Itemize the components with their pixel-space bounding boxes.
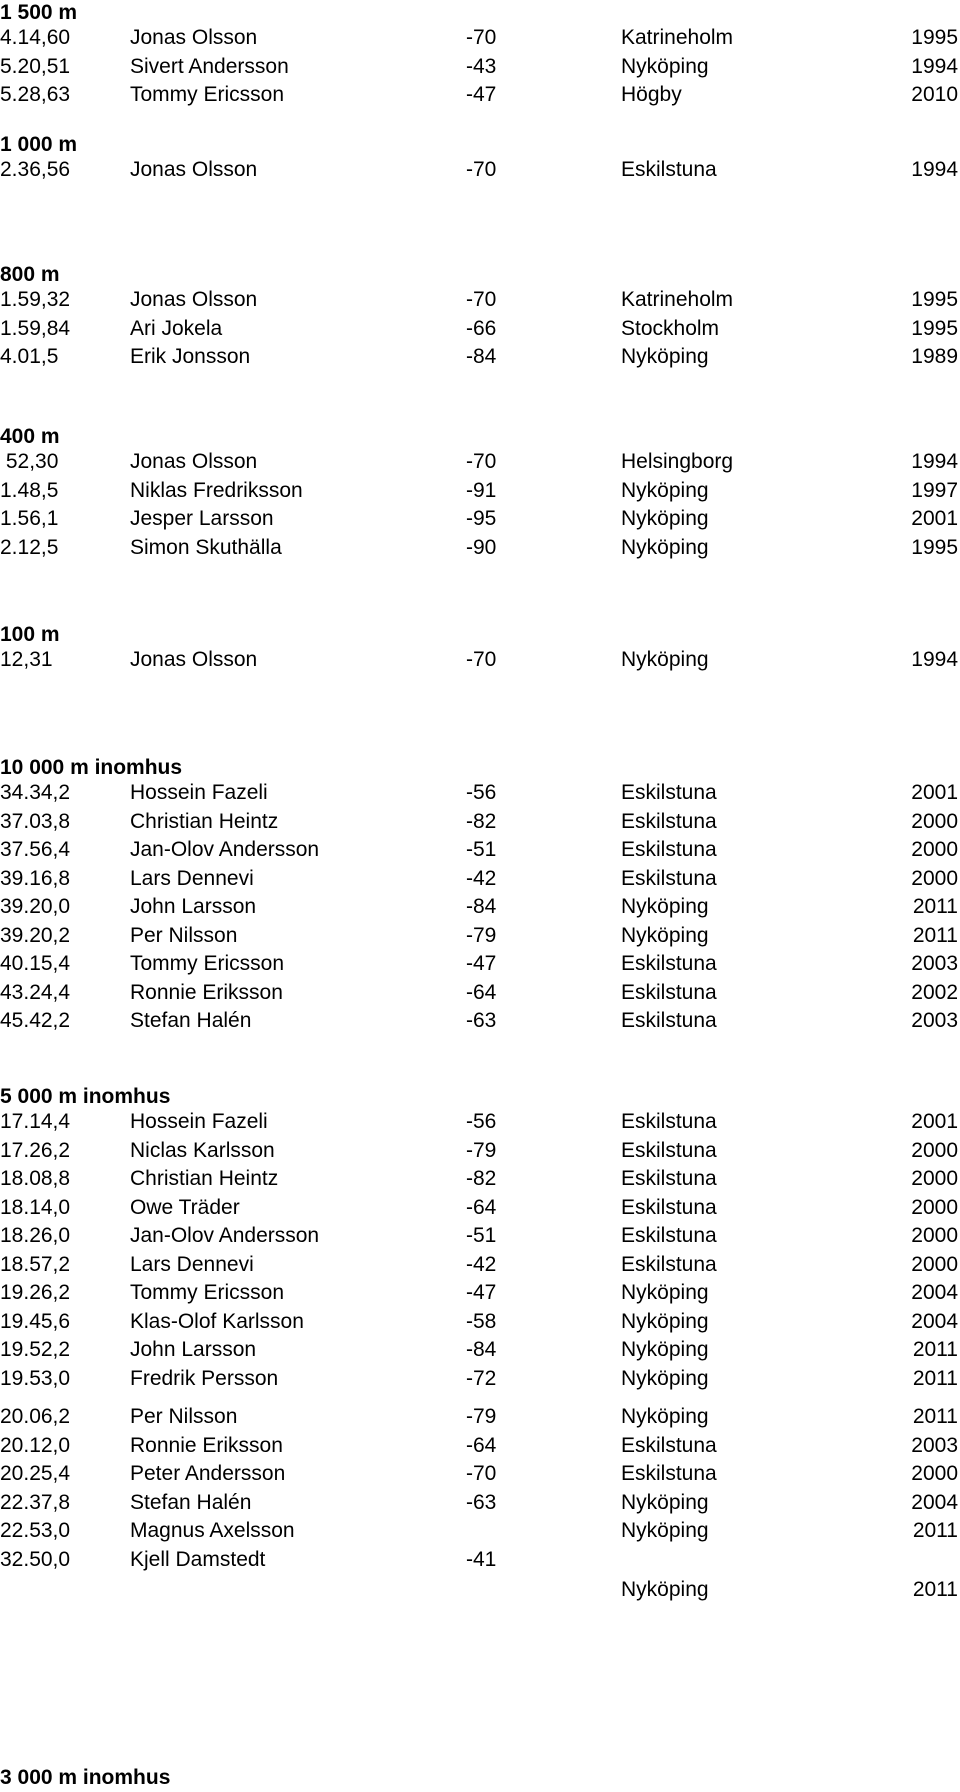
record-year: 2000: [911, 1462, 958, 1485]
record-year: 2001: [911, 507, 958, 530]
record-row: [0, 156, 960, 184]
record-year: 1994: [911, 648, 958, 671]
athlete-name: Lars Dennevi: [130, 1252, 254, 1276]
athlete-name: Ronnie Eriksson: [130, 980, 283, 1004]
venue: Eskilstuna: [621, 158, 717, 181]
venue: Nyköping: [621, 1405, 709, 1428]
record-row: [0, 81, 960, 109]
birth-year: -90: [466, 535, 497, 559]
record-year: 1994: [911, 158, 958, 181]
record-time: 34.34,2: [0, 781, 71, 804]
section-heading: 5 000 m inomhus: [0, 1085, 171, 1108]
record-row: [0, 343, 960, 371]
record-time: 32.50,0: [0, 1547, 71, 1571]
record-year: 2011: [912, 895, 958, 918]
record-row: [0, 1365, 960, 1393]
record-row: [0, 1489, 960, 1517]
record-time: 20.25,4: [0, 1462, 71, 1485]
athlete-name: Tommy Ericsson: [130, 952, 285, 975]
record-year: 2011: [912, 1519, 958, 1542]
record-year: 2011: [912, 1338, 958, 1361]
record-time: 45.42,2: [0, 1009, 71, 1032]
birth-year: -82: [466, 809, 497, 833]
record-year: 2000: [911, 1224, 958, 1247]
athlete-name: Fredrik Persson: [130, 1366, 279, 1390]
athlete-name: John Larsson: [130, 1338, 257, 1361]
record-time: 2.36,56: [0, 158, 71, 181]
venue: Eskilstuna: [621, 1167, 717, 1190]
record-year: 2000: [911, 1138, 958, 1162]
section-heading: 800 m: [0, 263, 60, 286]
record-row: [0, 1165, 960, 1193]
record-row: [0, 53, 960, 81]
record-time: 19.52,2: [0, 1338, 71, 1361]
athlete-name: Per Nilsson: [130, 1405, 238, 1428]
record-time: 5.28,63: [0, 83, 71, 106]
record-year: 2010: [911, 83, 958, 106]
venue: Nyköping: [621, 345, 709, 368]
athlete-name: Jonas Olsson: [130, 26, 258, 49]
record-year: 2011: [912, 1577, 958, 1601]
venue: Högby: [621, 83, 682, 106]
record-time: 1.56,1: [0, 507, 59, 530]
record-row: [0, 534, 960, 562]
athlete-name: Simon Skuthälla: [130, 535, 282, 559]
venue: Katrineholm: [621, 26, 734, 49]
record-row: [0, 865, 960, 893]
record-year: 2001: [911, 1110, 958, 1133]
athlete-name: Ronnie Eriksson: [130, 1433, 283, 1457]
birth-year: -64: [466, 1195, 497, 1219]
record-year: 1997: [911, 478, 958, 502]
record-time: 1.59,84: [0, 316, 71, 340]
venue: Eskilstuna: [621, 781, 717, 804]
venue: Eskilstuna: [621, 838, 717, 861]
record-time: 37.03,8: [0, 809, 71, 833]
venue: Eskilstuna: [621, 866, 717, 890]
record-year: 2000: [911, 1167, 958, 1190]
athlete-name: Jesper Larsson: [130, 507, 274, 530]
birth-year: -63: [466, 1490, 497, 1514]
record-time: 39.20,2: [0, 923, 71, 947]
venue: Eskilstuna: [621, 809, 717, 833]
venue: Nyköping: [621, 923, 709, 947]
athlete-name: Erik Jonsson: [130, 345, 251, 368]
record-row: [0, 1460, 960, 1488]
birth-year: -56: [466, 1110, 497, 1133]
venue: Eskilstuna: [621, 1462, 717, 1485]
birth-year: -82: [466, 1167, 497, 1190]
birth-year: -63: [466, 1009, 497, 1032]
record-year: 2000: [911, 866, 958, 890]
record-time: 4.01,5: [0, 345, 59, 368]
record-time: 5.20,51: [0, 54, 71, 78]
record-row: [0, 477, 960, 505]
record-row: [0, 893, 960, 921]
athlete-name: John Larsson: [130, 895, 257, 918]
venue: Nyköping: [621, 535, 709, 559]
birth-year: -70: [466, 648, 497, 671]
record-row: [0, 1517, 960, 1545]
record-row: [0, 979, 960, 1007]
birth-year: -47: [466, 1281, 497, 1304]
athlete-name: Tommy Ericsson: [130, 1281, 285, 1304]
birth-year: -79: [466, 1405, 497, 1428]
record-time: 18.26,0: [0, 1224, 71, 1247]
record-year: 2003: [911, 952, 958, 975]
record-row: [0, 922, 960, 950]
record-time: 17.26,2: [0, 1138, 71, 1162]
record-time: 20.06,2: [0, 1405, 71, 1428]
record-row: [0, 286, 960, 314]
venue: Nyköping: [621, 1366, 709, 1390]
record-year: 1995: [911, 288, 958, 311]
venue: Eskilstuna: [621, 1009, 717, 1032]
athlete-name: Hossein Fazeli: [130, 1110, 268, 1133]
record-year: 1989: [911, 345, 958, 368]
birth-year: -70: [466, 26, 497, 49]
venue: Katrineholm: [621, 288, 734, 311]
record-row: [0, 1308, 960, 1336]
athlete-name: Christian Heintz: [130, 1167, 279, 1190]
section-heading: 1 000 m: [0, 133, 78, 156]
birth-year: -51: [466, 838, 497, 861]
birth-year: -42: [466, 866, 497, 890]
record-time: 4.14,60: [0, 26, 71, 49]
record-year: 1995: [911, 316, 958, 340]
record-row: [0, 808, 960, 836]
record-time: 19.26,2: [0, 1281, 71, 1304]
record-row: [0, 1251, 960, 1279]
venue: Nyköping: [621, 54, 709, 78]
athlete-name: Jan-Olov Andersson: [130, 1224, 320, 1247]
athlete-name: Per Nilsson: [130, 923, 238, 947]
record-row: [0, 1336, 960, 1364]
birth-year: -66: [466, 316, 497, 340]
athlete-name: Niclas Karlsson: [130, 1138, 275, 1162]
venue: Nyköping: [621, 895, 709, 918]
record-time: 39.20,0: [0, 895, 71, 918]
birth-year: -56: [466, 781, 497, 804]
record-row: [0, 1007, 960, 1035]
athlete-name: Jonas Olsson: [130, 450, 258, 473]
venue: Helsingborg: [621, 450, 734, 473]
athlete-name: Jonas Olsson: [130, 648, 258, 671]
venue: Eskilstuna: [621, 1110, 717, 1133]
record-year: 2000: [911, 1252, 958, 1276]
record-year: 2001: [911, 781, 958, 804]
section-heading: 1 500 m: [0, 1, 78, 24]
venue: Eskilstuna: [621, 1252, 717, 1276]
birth-year: -84: [466, 345, 497, 368]
athlete-name: Sivert Andersson: [130, 54, 289, 78]
record-time: 40.15,4: [0, 952, 71, 975]
record-time: 18.14,0: [0, 1195, 71, 1219]
record-row: [0, 505, 960, 533]
record-time: 12,31: [0, 648, 53, 671]
athlete-name: Tommy Ericsson: [130, 83, 285, 106]
section-heading: 400 m: [0, 425, 60, 448]
record-time: 20.12,0: [0, 1433, 71, 1457]
record-row: [0, 1576, 960, 1604]
birth-year: -41: [466, 1547, 497, 1571]
record-time: 22.53,0: [0, 1519, 71, 1542]
record-time: 1.59,32: [0, 288, 71, 311]
venue: Nyköping: [621, 1281, 709, 1304]
record-year: 2011: [912, 1405, 958, 1428]
record-year: 1994: [911, 54, 958, 78]
venue: Nyköping: [621, 507, 709, 530]
record-row: [0, 836, 960, 864]
birth-year: -64: [466, 1433, 497, 1457]
record-year: 2004: [911, 1281, 958, 1304]
record-row: [0, 1222, 960, 1250]
record-row: [0, 24, 960, 52]
record-time: 43.24,4: [0, 980, 71, 1004]
record-row: [0, 950, 960, 978]
record-year: 2000: [911, 838, 958, 861]
birth-year: -47: [466, 83, 497, 106]
birth-year: -84: [466, 1338, 497, 1361]
record-time: 19.45,6: [0, 1309, 71, 1333]
record-year: 2003: [911, 1009, 958, 1032]
athlete-name: Peter Andersson: [130, 1462, 286, 1485]
record-year: 2011: [912, 923, 958, 947]
birth-year: -47: [466, 952, 497, 975]
record-time: 52,30: [0, 450, 59, 473]
record-year: 1995: [911, 535, 958, 559]
record-time: 2.12,5: [0, 535, 59, 559]
record-row: [0, 315, 960, 343]
athlete-name: Jonas Olsson: [130, 288, 258, 311]
venue: Nyköping: [621, 478, 709, 502]
birth-year: -51: [466, 1224, 497, 1247]
birth-year: -70: [466, 1462, 497, 1485]
record-year: 2011: [912, 1366, 958, 1390]
athlete-name: Hossein Fazeli: [130, 781, 268, 804]
section-heading: 10 000 m inomhus: [0, 756, 183, 779]
athlete-name: Jan-Olov Andersson: [130, 838, 320, 861]
record-row: [0, 1194, 960, 1222]
venue: Eskilstuna: [621, 1138, 717, 1162]
record-time: 18.57,2: [0, 1252, 71, 1276]
athlete-name: Kjell Damstedt: [130, 1547, 266, 1571]
record-year: 2000: [911, 809, 958, 833]
birth-year: -43: [466, 54, 497, 78]
record-time: 17.14,4: [0, 1110, 71, 1133]
birth-year: -72: [466, 1366, 497, 1390]
venue: Nyköping: [621, 1577, 709, 1601]
birth-year: -79: [466, 1138, 497, 1162]
athlete-name: Ari Jokela: [130, 316, 223, 340]
venue: Nyköping: [621, 1490, 709, 1514]
record-row: [0, 1137, 960, 1165]
birth-year: -70: [466, 288, 497, 311]
athlete-name: Klas-Olof Karlsson: [130, 1309, 304, 1333]
record-row: [0, 1546, 960, 1574]
record-time: 22.37,8: [0, 1490, 71, 1514]
birth-year: -58: [466, 1309, 497, 1333]
venue: Nyköping: [621, 1519, 709, 1542]
record-year: 2000: [911, 1195, 958, 1219]
record-row: [0, 1108, 960, 1136]
birth-year: -64: [466, 980, 497, 1004]
record-time: 18.08,8: [0, 1167, 71, 1190]
record-year: 2002: [911, 980, 958, 1004]
athlete-name: Lars Dennevi: [130, 866, 254, 890]
venue: Nyköping: [621, 648, 709, 671]
athlete-name: Stefan Halén: [130, 1490, 252, 1514]
record-row: [0, 646, 960, 674]
record-row: [0, 448, 960, 476]
record-year: 2004: [911, 1490, 958, 1514]
venue: Nyköping: [621, 1309, 709, 1333]
athlete-name: Christian Heintz: [130, 809, 279, 833]
venue: Eskilstuna: [621, 1433, 717, 1457]
birth-year: -95: [466, 507, 497, 530]
record-time: 19.53,0: [0, 1366, 71, 1390]
athlete-name: Magnus Axelsson: [130, 1519, 295, 1542]
birth-year: -70: [466, 158, 497, 181]
venue: Eskilstuna: [621, 980, 717, 1004]
venue: Stockholm: [621, 316, 720, 340]
venue: Eskilstuna: [621, 1224, 717, 1247]
section-heading: 100 m: [0, 623, 60, 646]
record-year: 2004: [911, 1309, 958, 1333]
record-year: 1994: [911, 450, 958, 473]
record-time: 39.16,8: [0, 866, 71, 890]
record-row: [0, 1403, 960, 1431]
venue: Nyköping: [621, 1338, 709, 1361]
athlete-name: Stefan Halén: [130, 1009, 252, 1032]
athlete-name: Owe Träder: [130, 1195, 240, 1219]
record-time: 1.48,5: [0, 478, 59, 502]
record-row: [0, 1279, 960, 1307]
birth-year: -79: [466, 923, 497, 947]
record-row: [0, 779, 960, 807]
birth-year: -42: [466, 1252, 497, 1276]
birth-year: -70: [466, 450, 497, 473]
birth-year: -91: [466, 478, 497, 502]
birth-year: -84: [466, 895, 497, 918]
section-heading: 3 000 m inomhus: [0, 1766, 171, 1789]
venue: Eskilstuna: [621, 1195, 717, 1219]
venue: Eskilstuna: [621, 952, 717, 975]
record-time: 37.56,4: [0, 838, 71, 861]
athlete-name: Jonas Olsson: [130, 158, 258, 181]
athlete-name: Niklas Fredriksson: [130, 478, 303, 502]
record-year: 1995: [911, 26, 958, 49]
record-row: [0, 1432, 960, 1460]
record-year: 2003: [911, 1433, 958, 1457]
